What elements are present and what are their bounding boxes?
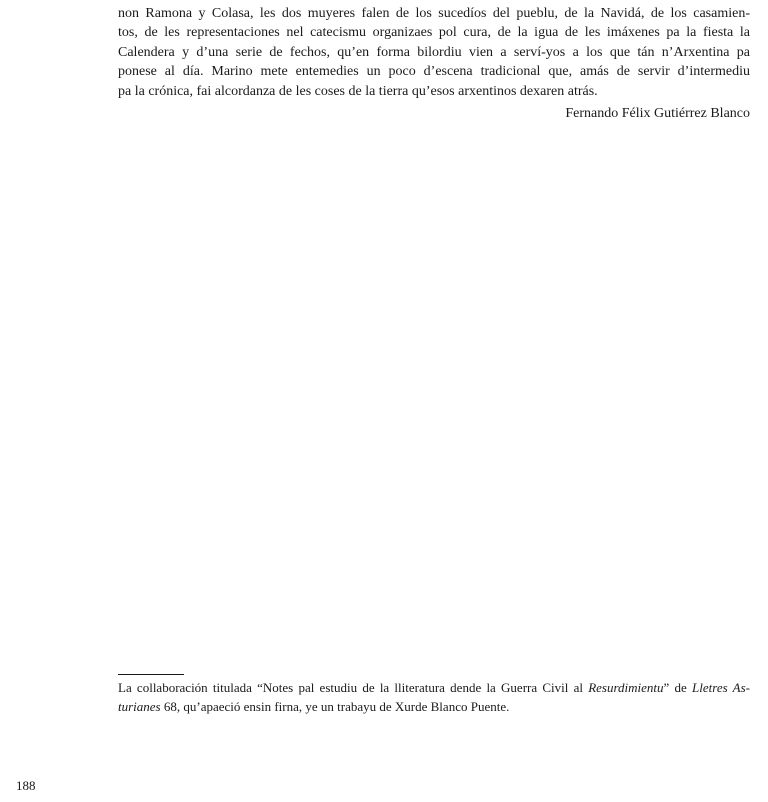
footnote-text: 68, qu’apaeció ensin firna, ye un trabayu de Xurde Blanco Puente.	[160, 698, 510, 714]
body-line: tos, de les representaciones nel catecismu organizaes pol cura, de la igua de les imáxenes pa la fiesta la	[118, 25, 750, 41]
footnote	[118, 679, 750, 716]
body-line: Calendera y d’una serie de fechos, qu’en forma bilordiu vien a serví-yos a los que tán n’Arxentina pa	[118, 44, 750, 60]
footnote-italic-title: Resurdimientu	[588, 680, 664, 695]
body-line: non Ramona y Colasa, les dos muyeres falen de los sucedíos del pueblu, de la Navidá, de los casamien-	[118, 6, 750, 21]
footnote-italic-journal-cont: turianes	[118, 698, 161, 714]
footnote-italic-journal: Lletres As-	[692, 680, 750, 695]
footnote-text: La collaboración titulada “Notes pal estudiu de la lliteratura dende la Guerra Civil al	[118, 680, 589, 695]
footnote-divider	[118, 674, 184, 675]
body-line: pa la crónica, fai alcordanza de les coses de la tierra qu’esos arxentinos dexaren atrás.	[118, 83, 598, 99]
footnote-text: ” de	[663, 680, 693, 695]
body-line: ponese al día. Marino mete entemedies un poco d’escena tradicional que, amás de servir d’intermediu	[118, 64, 750, 80]
author-signature: Fernando Félix Gutiérrez Blanco	[565, 106, 750, 121]
page-number: 188	[16, 778, 36, 793]
footnote-line	[118, 679, 750, 698]
body-paragraph	[118, 4, 750, 101]
footnote-line	[118, 698, 750, 717]
